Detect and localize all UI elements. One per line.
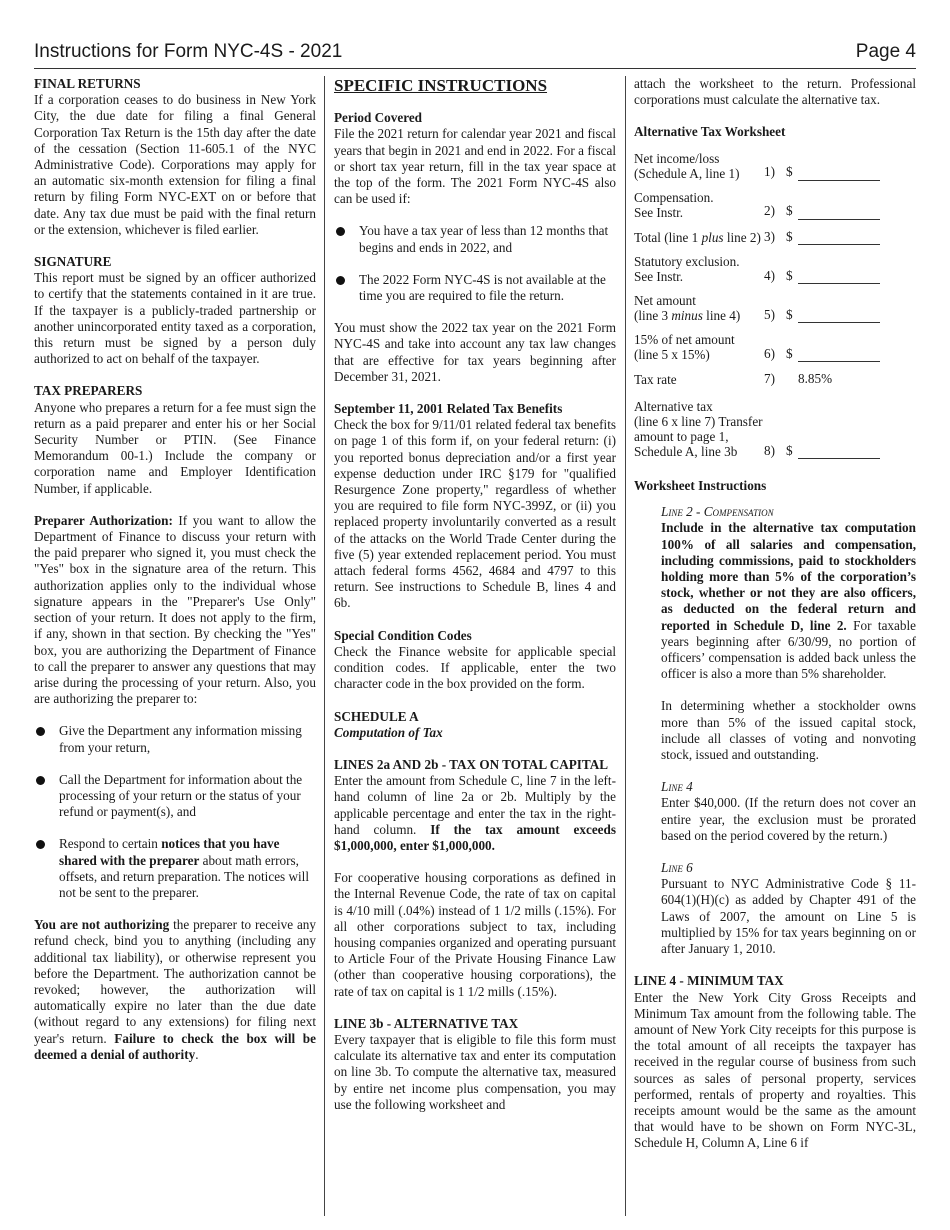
paragraph: You must show the 2022 tax year on the 2021 Form NYC-4S and take into account any tax law changes that are effective for tax years beginning after December 31, 2021. [334, 320, 616, 384]
worksheet-row: Tax rate 7) 8.85% [634, 370, 833, 388]
bold-lead: Preparer Authorization: [34, 512, 173, 528]
worksheet-row: Net income/loss (Schedule A, line 1) 1) $ [634, 151, 916, 181]
paragraph: For cooperative housing corporations as defined in the Internal Revenue Code, the rate of tax on capital is 4/10 mill (.04%) instead of 1 1/2 mills (.15%). For all other corporations subject to tax, including housing companies organized and operating pursuant to Article Four of the Private Housing Finance Law (other than cooperative housing corporations), the rate of tax on capital is 1 1/2 mills (.15%). [334, 870, 616, 999]
list-item: You have a tax year of less than 12 months that begins and ends in 2022, and [334, 223, 616, 255]
worksheet-row: Statutory exclusion. See Instr. 4) $ [634, 254, 916, 284]
line-caption: Line 4 [661, 779, 693, 795]
section-heading: FINAL RETURNS [34, 76, 141, 91]
paragraph: Include in the alternative tax computation 100% of all salaries and compensation, including commissions, paid to stockholders holding more than 5% of the corporation’s stock, whether or not they are also officers, as deducted on the federal return and reported in Schedule D, line 2. For taxable years beginning after 6/30/99, no portion of officers’ compensation is added back unless the officer is also a more than 5% shareholder. [661, 520, 916, 682]
paragraph: attach the worksheet to the return. Professional corporations must calculate the alternative tax. [634, 76, 916, 108]
amount-blank [798, 207, 880, 220]
worksheet-row: 15% of net amount (line 5 x 15%) 6) $ [634, 332, 916, 362]
amount-blank [798, 349, 880, 362]
paragraph: Pursuant to NYC Administrative Code § 11-604(1)(H)(c) as added by Chapter 491 of the Laws of 2007, the amount on Line 5 is multiplied by 15% for tax years beginning on or after January 1, 2010. [661, 876, 916, 957]
section-heading: LINES 2a AND 2b - TAX ON TOTAL CAPITAL [334, 756, 609, 772]
worksheet-title: Alternative Tax Worksheet [634, 124, 786, 140]
amount-blank [798, 232, 880, 245]
worksheet-instructions [634, 504, 916, 957]
paragraph: Every taxpayer that is eligible to file this form must calculate its alternative tax and enter its computation on line 3b. To compute the alternative tax, measured by entire net income plus compensation, you may use the following worksheet and [334, 1031, 616, 1112]
amount-blank [798, 446, 880, 459]
paragraph: You are not authorizing the preparer to receive any refund check, bind you to anything (including any additional tax liability), or otherwise represent you before the Department. The authorization cannot be revoked; however, the authorization will automatically expire no later than the due date (without regard to any extensions) for filing next year's return. Failure to check the box will be deemed a denial of authority. [34, 917, 316, 1062]
section-heading: SCHEDULE A [334, 708, 419, 724]
line-caption: Line 2 - Compensation [661, 504, 774, 520]
amount-blank [798, 310, 880, 323]
page-header [34, 38, 916, 69]
bullet-icon [36, 840, 45, 849]
section-heading: Special Condition Codes [334, 627, 472, 643]
paragraph: Enter $40,000. (If the return does not cover an entire year, the exclusion must be prorated based on the period covered by the return.) [661, 795, 916, 843]
paragraph: This report must be signed by an officer authorized to certify that the statements contained in it are true. If the taxpayer is a publicly-traded partnership or another unincorporated entity taxed as a corporation, this return must be signed by a person duly authorized to act on behalf of the taxpayer. [34, 270, 316, 367]
worksheet-row: Compensation. See Instr. 2) $ [634, 190, 916, 220]
list-item: Give the Department any information missing from your return, [34, 723, 316, 755]
column-divider [625, 76, 626, 1216]
section-heading: LINE 3b - ALTERNATIVE TAX [334, 1015, 519, 1031]
line-caption: Line 6 [661, 860, 693, 876]
paragraph: In determining whether a stockholder owns more than 5% of the issued capital stock, include all classes of voting and nonvoting stock, issued and outstanding. [661, 698, 916, 763]
form-title: Instructions for Form NYC-4S - 2021 [34, 41, 343, 62]
paragraph: File the 2021 return for calendar year 2021 and fiscal years that begin in 2021 and end in 2022. For a fiscal or short tax year return, fill in the tax year space at the top of the form. The 2021 Form NYC-4S also can be used if: [334, 126, 616, 207]
paragraph: Preparer Authorization: If you want to allow the Department of Finance to discuss your return with the paid preparer who signed it, you must check the "Yes" box in the signature area of the return. This authorization applies only to the individual whose signature appears in the "Preparer's Use Only" section of your return. It does not apply to the firm, if any, shown in that section. By checking the "Yes" box, you are authorizing the Department of Finance to call the preparer to answer any questions that may arise during the processing of your return. Also, you are authorizing the preparer to: [34, 512, 316, 707]
list-item: Call the Department for information about the processing of your return or the status of your refund or payment(s), and [34, 772, 316, 821]
bullet-icon [36, 776, 45, 785]
section-heading: Worksheet Instructions [634, 478, 767, 494]
bullet-icon [36, 727, 45, 736]
paragraph: Check the box for 9/11/01 related federal tax benefits on page 1 of this form if, on your federal return: (i) you reported bonus depreciation and/or a first year expense deduction under IRC §179 for "qualified Resurgence Zone property," regardless of whether you are required to file form NYC-399Z, or (ii) you replaced property involuntarily converted as a result of the attacks on the World Trade Center during the five (5) year extended replacement period. You must attach federal forms 4562, 4684 and 4797 to this return. See instructions to Schedule B, lines 4 and 6b. [334, 417, 616, 611]
amount-blank [798, 168, 880, 181]
column-divider [324, 76, 325, 1216]
paragraph: Anyone who prepares a return for a fee must sign the return as a paid preparer and enter his or her Social Security Number or PTIN. (See Finance Memorandum 00-1.) Include the company or corporation name and Employer Identification Number, if applicable. [34, 399, 316, 496]
section-heading: SIGNATURE [34, 254, 112, 270]
tax-rate-value: 8.85% [798, 370, 833, 386]
bullet-icon [336, 276, 345, 285]
worksheet-row: Net amount (line 3 minus line 4) 5) $ [634, 293, 916, 323]
column-left [34, 76, 316, 1063]
worksheet [634, 151, 916, 459]
section-heading: TAX PREPARERS [34, 383, 143, 399]
worksheet-row: Alternative tax (line 6 x line 7) Transfer amount to page 1, Schedule A, line 3b 8) $ [634, 399, 916, 459]
paragraph: Enter the amount from Schedule C, line 7 in the left-hand column of line 2a or 2b. Multiply by the applicable percentage and enter the tax in the right-hand column. If the tax amount exceeds $1,000,000, enter $1,000,000. [334, 773, 616, 853]
section-heading: LINE 4 - MINIMUM TAX [634, 973, 784, 989]
paragraph: If a corporation ceases to do business in New York City, the due date for filing a final General Corporation Tax Return is the 15th day after the date of the cessation (Section 11-605.1 of the NYC Administrative Code). Corporations may apply for an automatic six-month extension for filing a final return by filing Form NYC-EXT on or before that date. Any tax due must be paid with the final return or the extension, whichever is filed earlier. [34, 92, 316, 237]
column-middle [334, 76, 616, 1113]
list-item: Respond to certain notices that you have shared with the preparer about math errors, offsets, and return preparation. The notices will not be sent to the preparer. [34, 836, 316, 901]
bullet-icon [336, 227, 345, 236]
paragraph: Enter the New York City Gross Receipts and Minimum Tax amount from the following table. The amount of New York City receipts for this purpose is the total amount of all receipts the taxpayer has received in the regular course of business from such sources as sales of personal property, services performed, rentals of property and royalties. This receipts amount would be the same as the amount that would have to be shown on Form NYC-3L, Schedule H, Column A, Line 6 if [634, 989, 916, 1151]
section-subheading: Computation of Tax [334, 724, 443, 740]
section-heading: SPECIFIC INSTRUCTIONS [334, 76, 548, 95]
worksheet-row: Total (line 1 plus line 2) 3) $ [634, 229, 916, 245]
section-heading: September 11, 2001 Related Tax Benefits [334, 401, 563, 417]
column-right [634, 76, 916, 1152]
amount-blank [798, 271, 880, 284]
section-heading: Period Covered [334, 110, 423, 126]
page-number: Page 4 [855, 41, 916, 62]
list-item: The 2022 Form NYC-4S is not available at the time you are required to file the return. [334, 272, 616, 304]
paragraph: Check the Finance website for applicable special condition codes. If applicable, enter the two character code in the box provided on the form. [334, 643, 616, 692]
